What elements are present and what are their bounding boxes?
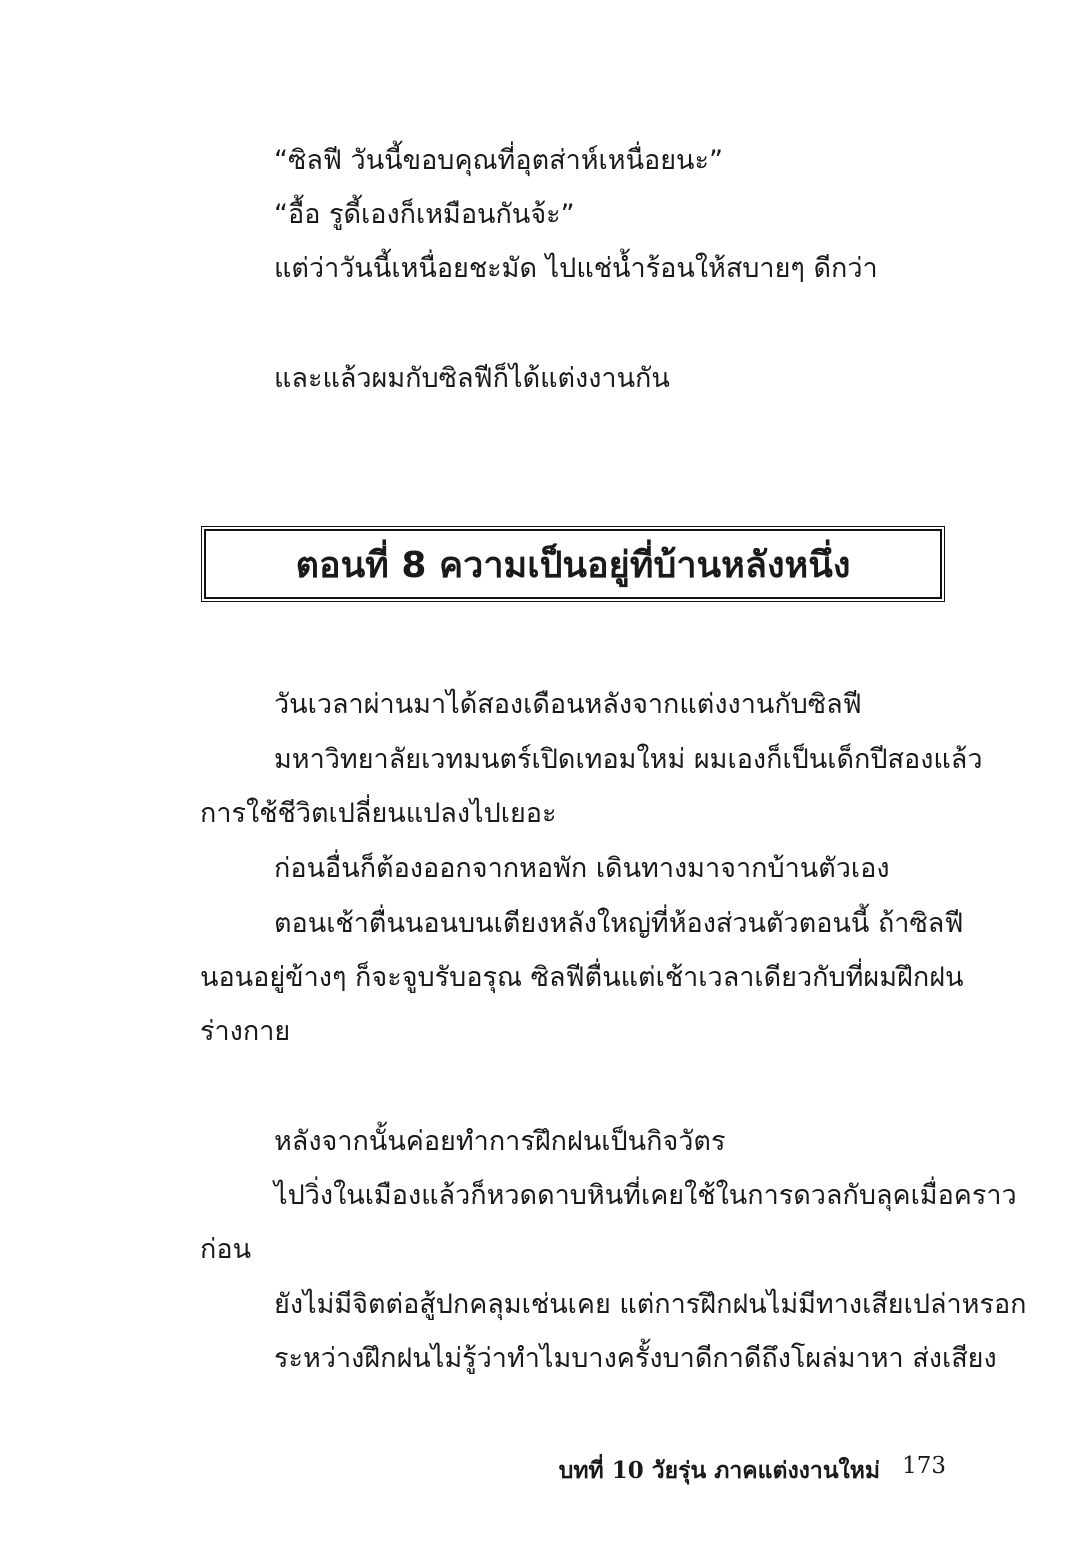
running-title: บทที่ 10 วัยรุ่น ภาคแต่งงานใหม่ bbox=[558, 1457, 881, 1484]
paragraph-line: แต่ว่าวันนี้เหนื่อยชะมัด ไปแช่น้ำร้อนให้สบายๆ ดีกว่า bbox=[274, 253, 878, 284]
paragraph-line: ก่อน bbox=[200, 1234, 252, 1265]
paragraph-line: และแล้วผมกับซิลฟีก็ได้แต่งงานกัน bbox=[274, 363, 670, 394]
page-number: 173 bbox=[902, 1453, 946, 1479]
page-footer bbox=[559, 1453, 946, 1489]
paragraph-line: หลังจากนั้นค่อยทำการฝึกฝนเป็นกิจวัตร bbox=[274, 1126, 726, 1157]
paragraph-line: นอนอยู่ข้างๆ ก็จะจูบรับอรุณ ซิลฟีตื่นแต่เช้าเวลาเดียวกับที่ผมฝึกฝน bbox=[200, 962, 964, 993]
paragraph-line: วันเวลาผ่านมาได้สองเดือนหลังจากแต่งงานกับซิลฟี bbox=[274, 689, 862, 720]
dialogue-line: “ซิลฟี วันนี้ขอบคุณที่อุตส่าห์เหนื่อยนะ” bbox=[274, 145, 724, 176]
dialogue-line: “อื้อ รูดี้เองก็เหมือนกันจ้ะ” bbox=[274, 199, 575, 230]
paragraph-line: มหาวิทยาลัยเวทมนตร์เปิดเทอมใหม่ ผมเองก็เป็นเด็กปีสองแล้ว bbox=[274, 744, 983, 775]
chapter-heading: ตอนที่ 8 ความเป็นอยู่ที่บ้านหลังหนึ่ง bbox=[295, 544, 851, 586]
paragraph-line: การใช้ชีวิตเปลี่ยนแปลงไปเยอะ bbox=[200, 798, 557, 829]
paragraph-line: ยังไม่มีจิตต่อสู้ปกคลุมเช่นเคย แต่การฝึกฝนไม่มีทางเสียเปล่าหรอก bbox=[274, 1289, 1027, 1320]
paragraph-line: ระหว่างฝึกฝนไม่รู้ว่าทำไมบางครั้งบาดีกาดีถึงโผล่มาหา ส่งเสียง bbox=[274, 1343, 997, 1374]
paragraph-line: ตอนเช้าตื่นนอนบนเตียงหลังใหญ่ที่ห้องส่วนตัวตอนนี้ ถ้าซิลฟี bbox=[274, 908, 964, 939]
chapter-heading-box bbox=[201, 526, 945, 602]
paragraph-line: ไปวิ่งในเมืองแล้วก็หวดดาบหินที่เคยใช้ในการดวลกับลุคเมื่อคราว bbox=[274, 1180, 1017, 1211]
paragraph-line: ก่อนอื่นก็ต้องออกจากหอพัก เดินทางมาจากบ้านตัวเอง bbox=[274, 853, 890, 884]
paragraph-line: ร่างกาย bbox=[200, 1016, 291, 1047]
